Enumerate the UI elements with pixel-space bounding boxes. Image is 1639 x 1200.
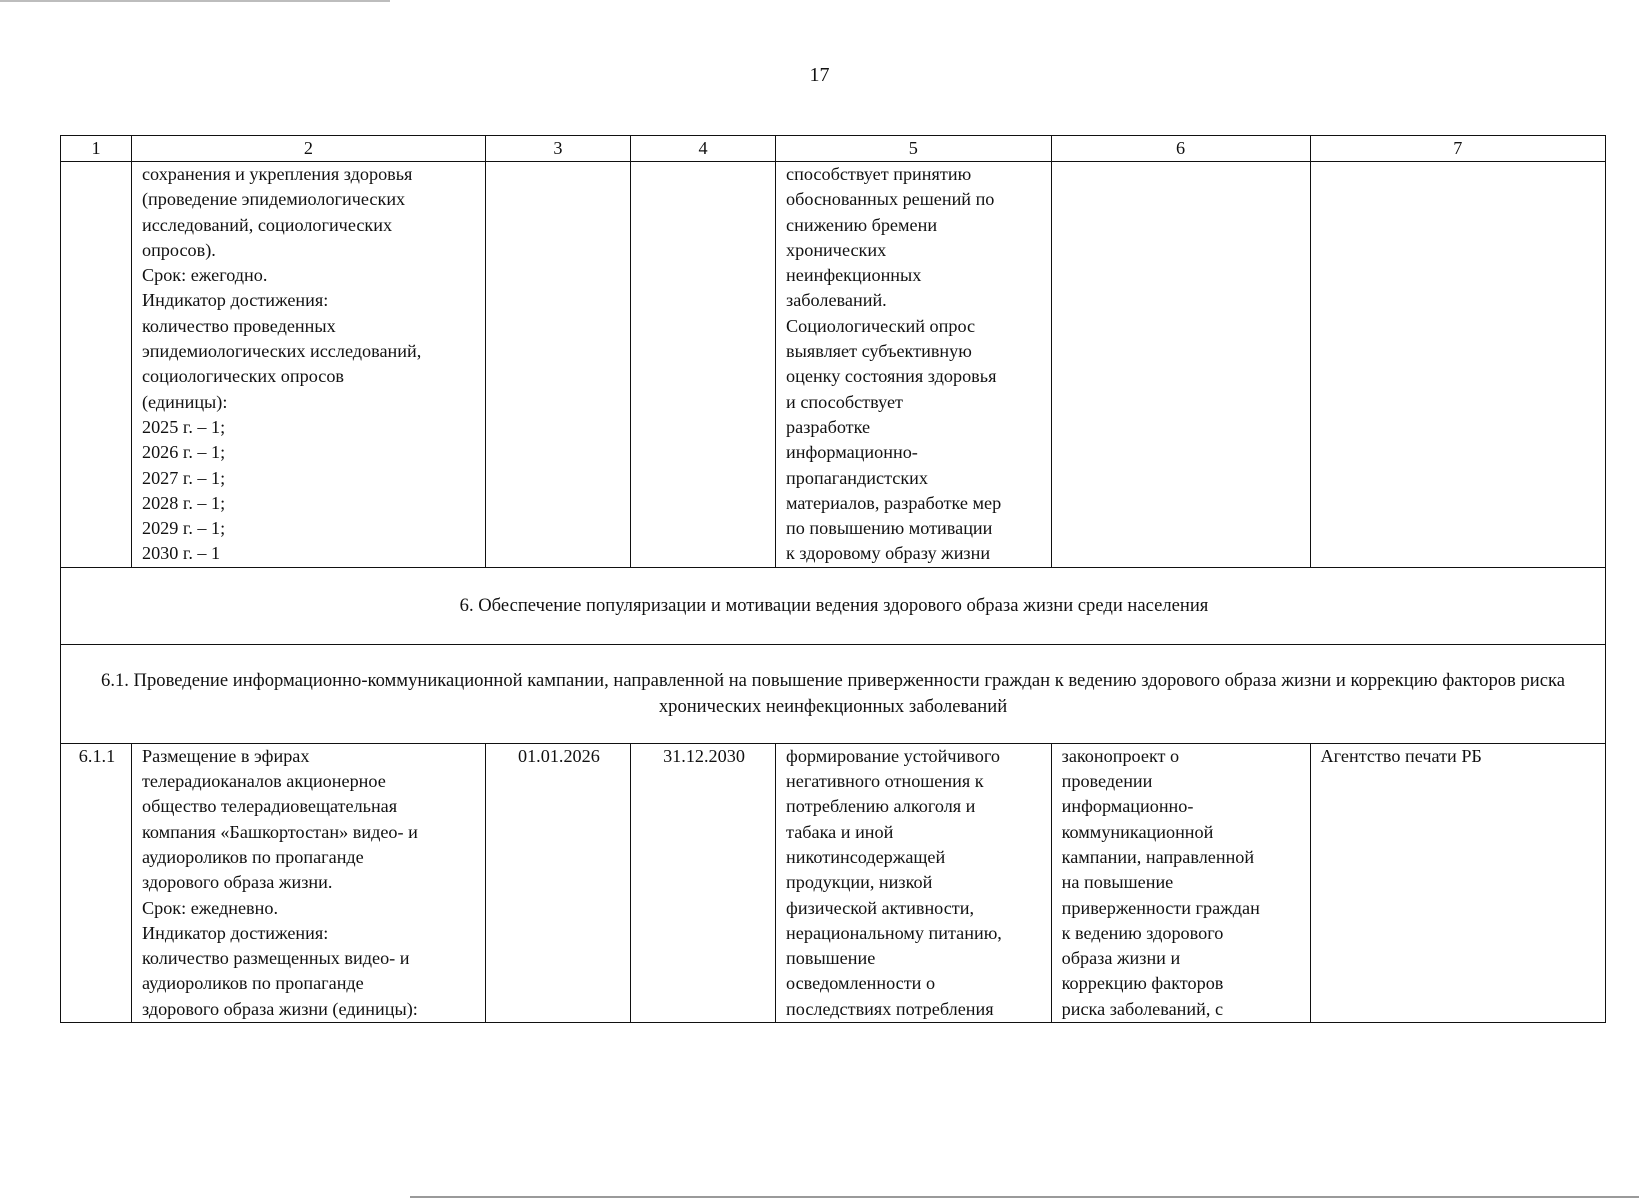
table-row-6-1-1 [61, 743, 1606, 1022]
text-line: проведении [1061, 771, 1153, 792]
text-line: исследований, социологических [141, 214, 393, 235]
text-line: потреблению алкоголя и [786, 796, 976, 817]
text-line: табака и иной [786, 821, 894, 842]
text-line: снижению бремени [786, 214, 938, 235]
cell-item-number: 6.1.1 [61, 743, 132, 1022]
measures-table [60, 135, 1606, 1023]
cell-legal-basis [1051, 743, 1310, 1022]
text-line: заболеваний. [786, 290, 887, 311]
cell-expected-result [776, 743, 1052, 1022]
text-line: (единицы): [141, 391, 228, 412]
text-line: продукции, низкой [786, 872, 933, 893]
table-row-continuation [61, 162, 1606, 568]
text-line: 2027 г. – 1; [141, 467, 226, 488]
text-line: хронических [786, 239, 887, 260]
text-line: обоснованных решений по [786, 189, 995, 210]
scan-edge-top [0, 0, 390, 2]
text-line: 2029 г. – 1; [141, 518, 226, 539]
text-line: неинфекционных [786, 265, 922, 286]
cell-col6-empty [1051, 162, 1310, 568]
subsection-title: 6.1. Проведение информационно-коммуникационной кампании, направленной на повышение приверженности граждан к ведению здорового образа жизни и коррекцию факторов риска хронических неинфекционных заболеваний [61, 644, 1606, 743]
text-line: пропагандистских [786, 467, 929, 488]
scan-edge-bottom [410, 1196, 1639, 1198]
text-line: (проведение эпидемиологических [141, 189, 406, 210]
cell-expected-result [776, 162, 1052, 568]
text-line: здорового образа жизни. [141, 872, 333, 893]
text-line: повышение [786, 948, 876, 969]
text-line: общество телерадиовещательная [141, 796, 398, 817]
column-number: 6 [1051, 136, 1310, 162]
text-line: Индикатор достижения: [141, 290, 329, 311]
text-line: компания «Башкортостан» видео- и [141, 821, 418, 842]
column-number: 4 [630, 136, 775, 162]
text-line: эпидемиологических исследований, [141, 341, 422, 362]
text-line: количество проведенных [141, 315, 336, 336]
text-line: оценку состояния здоровья [786, 366, 997, 387]
column-number: 5 [776, 136, 1052, 162]
cell-col7-empty [1310, 162, 1605, 568]
cell-number-empty [61, 162, 132, 568]
text-line: образа жизни и [1061, 948, 1181, 969]
text-line: коммуникационной [1061, 821, 1214, 842]
text-line: к здоровому образу жизни [786, 543, 991, 564]
text-line: коррекцию факторов [1061, 973, 1224, 994]
section-row [61, 567, 1606, 644]
text-line: материалов, разработке мер [786, 492, 1002, 513]
cell-responsible: Агентство печати РБ [1310, 743, 1605, 1022]
column-number: 7 [1310, 136, 1605, 162]
text-line: негативного отношения к [786, 771, 984, 792]
cell-end-date: 31.12.2030 [630, 743, 775, 1022]
text-line: законопроект о [1061, 745, 1180, 766]
subsection-row [61, 644, 1606, 743]
page-number: 17 [809, 64, 830, 86]
text-line: Размещение в эфирах [141, 745, 310, 766]
text-line: выявляет субъективную [786, 341, 972, 362]
section-title: 6. Обеспечение популяризации и мотивации ведения здорового образа жизни среди населения [61, 567, 1606, 644]
text-line: количество размещенных видео- и [141, 948, 410, 969]
cell-start-empty [485, 162, 630, 568]
text-line: аудиороликов по пропаганде [141, 846, 364, 867]
text-line: 2025 г. – 1; [141, 416, 226, 437]
text-line: на повышение [1061, 872, 1174, 893]
text-line: и способствует [786, 391, 903, 412]
text-line: информационно- [786, 442, 918, 463]
text-line: 2026 г. – 1; [141, 442, 226, 463]
cell-measure-description [131, 162, 485, 568]
text-line: сохранения и укрепления здоровья [141, 164, 413, 184]
column-number: 1 [61, 136, 132, 162]
text-line: информационно- [1061, 796, 1194, 817]
text-line: никотинсодержащей [786, 846, 946, 867]
text-line: социологических опросов [141, 366, 345, 387]
text-line: Социологический опрос [786, 315, 976, 336]
text-line: здорового образа жизни (единицы): [141, 998, 418, 1019]
text-line: последствиях потребления [786, 998, 994, 1019]
text-line: осведомленности о [786, 973, 936, 994]
text-line: риска заболеваний, с [1061, 998, 1224, 1019]
text-line: по повышению мотивации [786, 518, 993, 539]
column-number: 3 [485, 136, 630, 162]
text-line: к ведению здорового [1061, 922, 1224, 943]
text-line: 2028 г. – 1; [141, 492, 226, 513]
column-number: 2 [131, 136, 485, 162]
text-line: нерациональному питанию, [786, 922, 1002, 943]
text-line: 2030 г. – 1 [141, 543, 221, 564]
text-line: Индикатор достижения: [141, 922, 329, 943]
cell-start-date: 01.01.2026 [485, 743, 630, 1022]
text-line: способствует принятию [786, 164, 972, 184]
text-line: физической активности, [786, 897, 975, 918]
text-line: опросов). [141, 239, 216, 260]
text-line: телерадиоканалов акционерное [141, 771, 386, 792]
text-line: кампании, направленной [1061, 846, 1255, 867]
column-number-row [61, 136, 1606, 162]
text-line: формирование устойчивого [786, 745, 1000, 766]
text-line: Срок: ежедневно. [141, 897, 278, 918]
text-line: приверженности граждан [1061, 897, 1260, 918]
text-line: Срок: ежегодно. [141, 265, 268, 286]
cell-end-empty [630, 162, 775, 568]
cell-measure-description [131, 743, 485, 1022]
text-line: разработке [786, 416, 871, 437]
text-line: аудиороликов по пропаганде [141, 973, 364, 994]
